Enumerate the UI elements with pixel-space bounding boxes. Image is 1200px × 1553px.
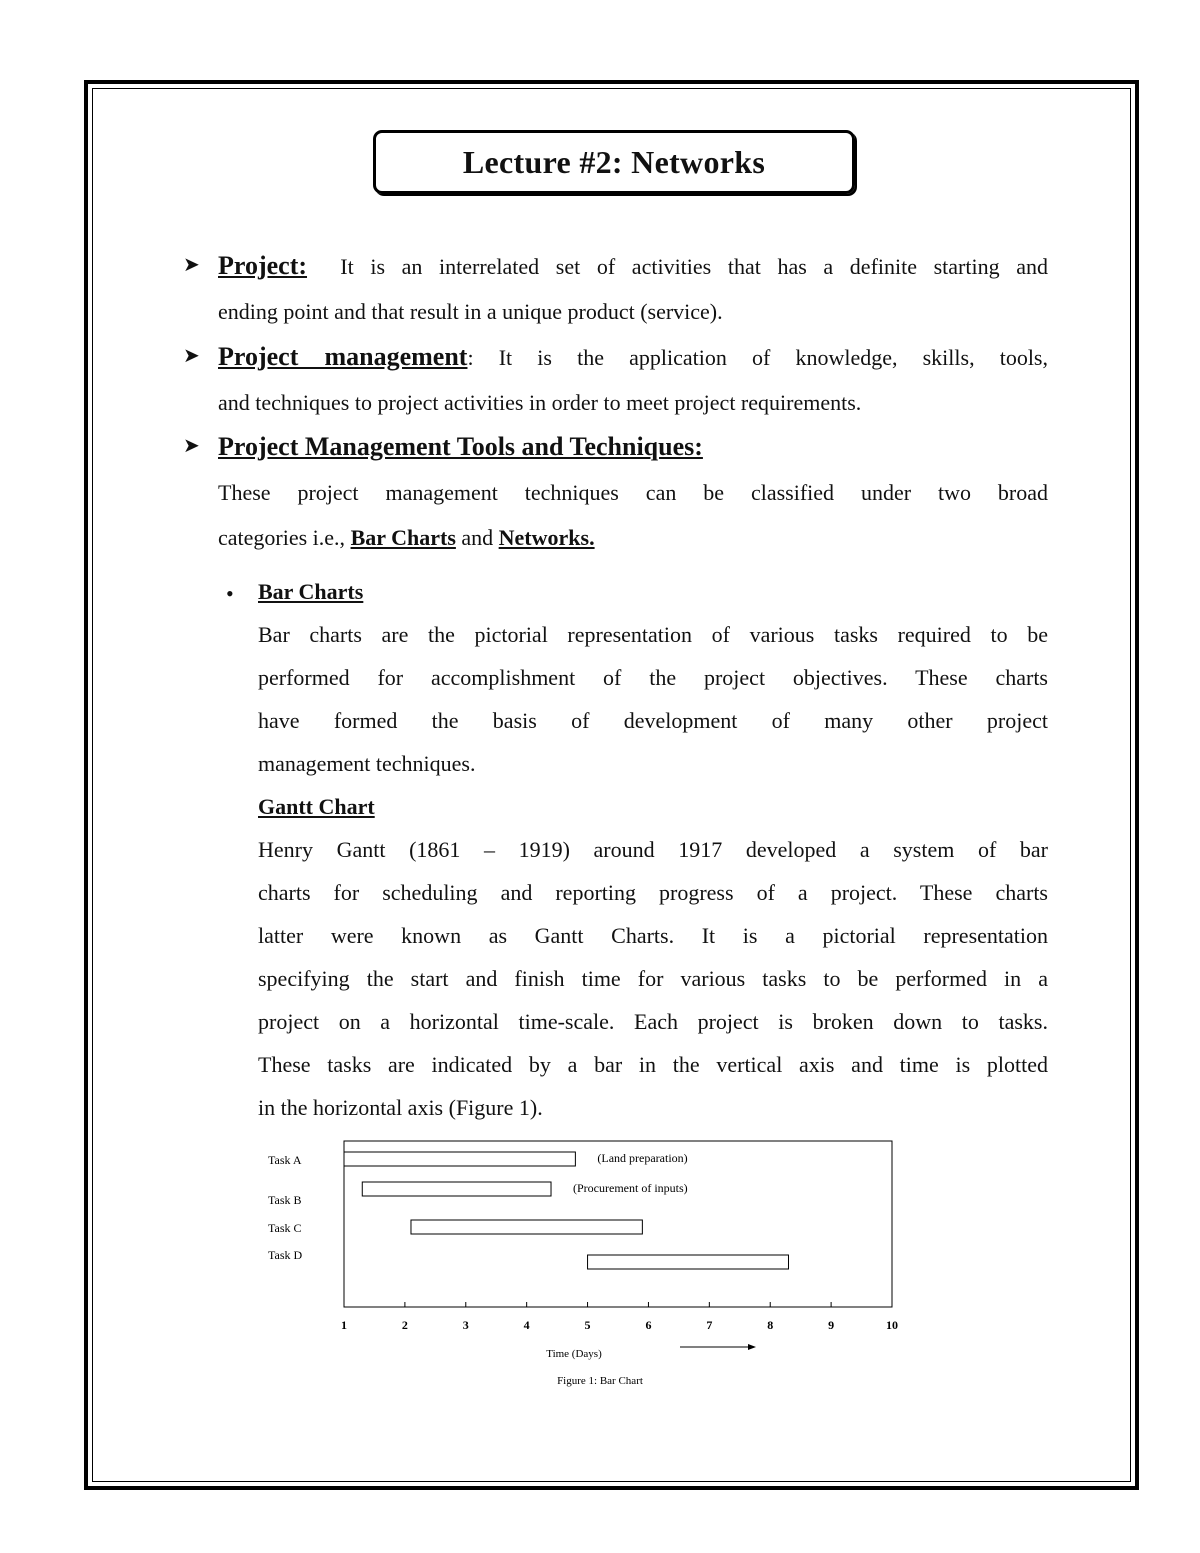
x-tick-label: 1 [341, 1318, 347, 1332]
task-label: Task B [268, 1193, 302, 1207]
gantt-chart [260, 1135, 910, 1395]
x-tick-label: 7 [706, 1318, 713, 1332]
tools-label: Project Management Tools and Techniques: [218, 432, 703, 461]
tools-heading-line [218, 424, 1048, 470]
section-project-management [183, 334, 1048, 425]
gantt-heading: Gantt Chart [258, 794, 375, 819]
tools-line-2 [218, 515, 1048, 560]
gantt-line-4: specifying the start and finish time for various tasks to be performed in a [258, 966, 1048, 991]
bar-charts-line-1: Bar charts are the pictorial representation of various tasks required to be [258, 622, 1048, 647]
x-tick-label: 10 [886, 1318, 898, 1332]
x-axis-label: Time (Days) [546, 1348, 602, 1360]
gantt-chart-figure [260, 1135, 910, 1395]
tools-text-1: These project management techniques can be classified under two broad [218, 480, 1048, 505]
task-label: Task D [268, 1248, 303, 1262]
time-arrow-icon [748, 1344, 756, 1350]
section-project [183, 243, 1048, 334]
gantt-line-1: Henry Gantt (1861 – 1919) around 1917 developed a system of bar [258, 837, 1048, 862]
gantt-bar [344, 1152, 575, 1166]
arrow-bullet-icon: ➤ [183, 345, 200, 367]
gantt-bar [411, 1220, 642, 1234]
pm-text-1: : It is the application of knowledge, skills, tools, [467, 345, 1048, 370]
x-tick-label: 9 [828, 1318, 835, 1332]
gantt-line-5: project on a horizontal time-scale. Each project is broken down to tasks. [258, 1009, 1048, 1034]
pm-line-1 [218, 334, 1048, 380]
arrow-bullet-icon: ➤ [183, 435, 200, 457]
tools-text-2: categories i.e., [218, 525, 351, 550]
gantt-line-2: charts for scheduling and reporting progress of a project. These charts [258, 880, 1048, 905]
bar-charts-line-4: management techniques. [258, 751, 476, 776]
project-text-2: ending point and that result in a unique product (service). [218, 299, 723, 324]
gantt-line-3: latter were known as Gantt Charts. It is a pictorial representation [258, 923, 1048, 948]
project-text-1: It is an interrelated set of activities that has a definite starting and [340, 254, 1048, 279]
x-tick-label: 6 [645, 1318, 652, 1332]
project-line-1 [218, 243, 1048, 289]
task-note: (Land preparation) [597, 1151, 688, 1165]
task-label: Task C [268, 1221, 302, 1235]
task-note: (Procurement of inputs) [573, 1181, 688, 1195]
bar-charts-term: Bar Charts [350, 525, 456, 550]
task-label: Task A [268, 1153, 302, 1167]
x-tick-label: 8 [767, 1318, 774, 1332]
pm-text-2: and techniques to project activities in order to meet project requirements. [218, 390, 862, 415]
gantt-bar [362, 1182, 551, 1196]
gantt-bar [588, 1255, 789, 1269]
figure-caption: Figure 1: Bar Chart [557, 1375, 643, 1387]
x-tick-label: 2 [401, 1318, 408, 1332]
bar-charts-heading: Bar Charts [258, 579, 364, 604]
bar-charts-line-2: performed for accomplishment of the project objectives. These charts [258, 665, 1048, 690]
arrow-bullet-icon: ➤ [183, 254, 200, 276]
section-bar-charts [258, 570, 1048, 1129]
page-title: Lecture #2: Networks [462, 143, 766, 180]
title-box [373, 130, 855, 194]
pm-label: Project management [218, 342, 468, 371]
gantt-line-7: in the horizontal axis (Figure 1). [258, 1095, 543, 1120]
x-tick-label: 4 [523, 1318, 530, 1332]
bar-charts-line-3: have formed the basis of development of many other project [258, 708, 1048, 733]
x-tick-label: 3 [462, 1318, 469, 1332]
x-tick-label: 5 [584, 1318, 591, 1332]
and-word: and [455, 525, 499, 550]
project-label: Project: [218, 251, 308, 280]
gantt-line-6: These tasks are indicated by a bar in the vertical axis and time is plotted [258, 1052, 1048, 1077]
dot-bullet-icon: • [226, 581, 234, 606]
section-tools [183, 424, 1048, 560]
networks-term: Networks. [498, 525, 595, 550]
